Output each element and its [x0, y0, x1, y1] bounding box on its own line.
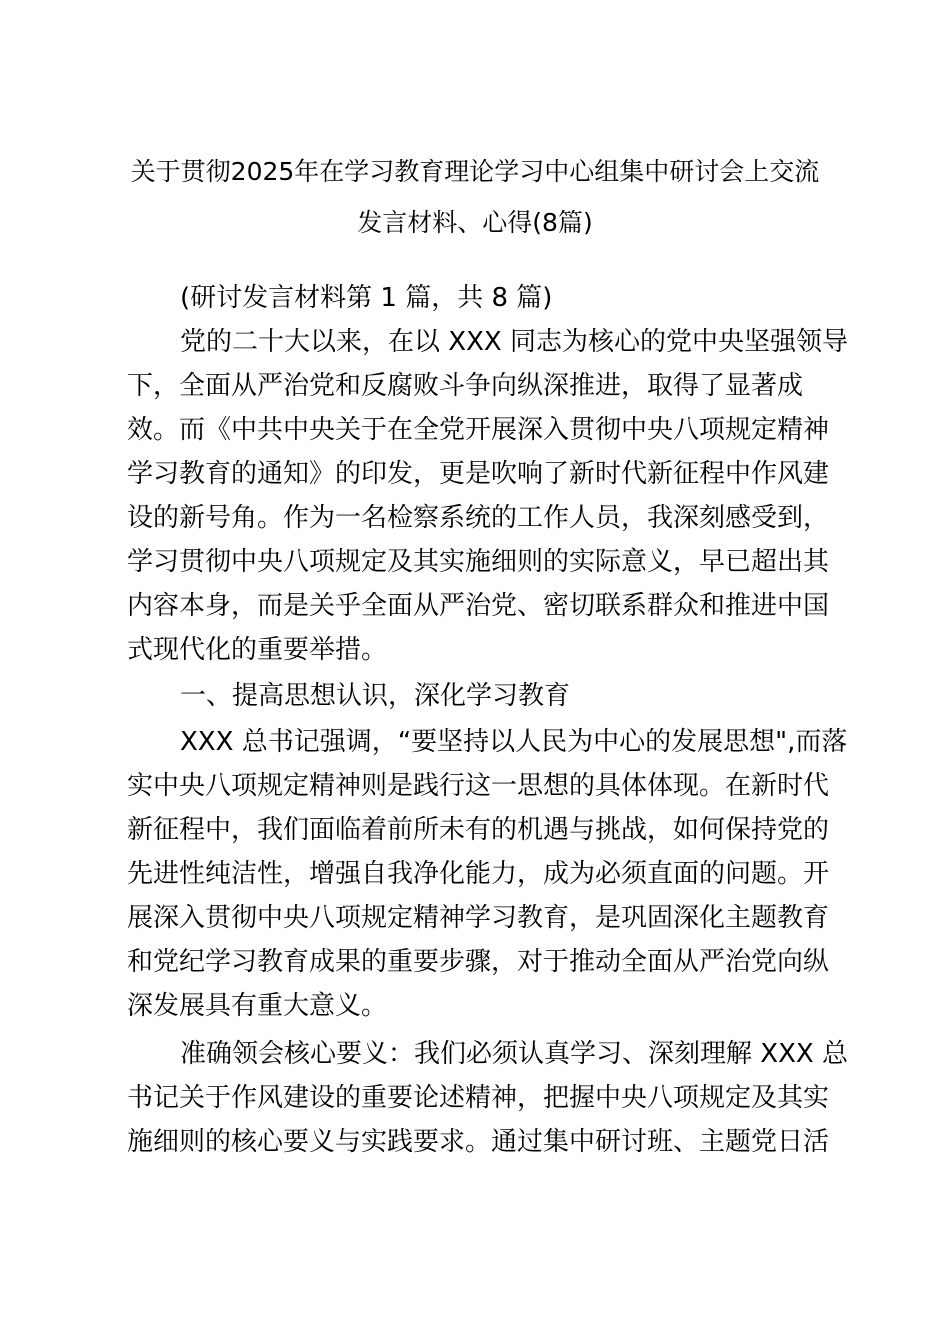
- paragraph-line: 下，全面从严治党和反腐败斗争向纵深推进，取得了显著成: [127, 371, 804, 401]
- paragraph-line: 和党纪学习教育成果的重要步骤，对于推动全面从严治党向纵: [127, 947, 830, 977]
- paragraph-line: 新征程中，我们面临着前所未有的机遇与挑战，如何保持党的: [127, 815, 830, 845]
- document-title-line-2: 发言材料、心得(8篇): [357, 208, 593, 237]
- paragraph-line: XXX 总书记强调，“要坚持以人民为中心的发展思想",而落: [180, 727, 848, 757]
- paragraph-line: 式现代化的重要举措。: [127, 635, 388, 665]
- section-heading: 一、提高思想认识，深化学习教育: [180, 681, 571, 711]
- paragraph-line: 展深入贯彻中央八项规定精神学习教育，是巩固深化主题教育: [127, 903, 830, 933]
- paragraph-line: 效。而《中共中央关于在全党开展深入贯彻中央八项规定精神: [127, 415, 830, 445]
- paragraph-line: 内容本身，而是关乎全面从严治党、密切联系群众和推进中国: [127, 591, 830, 621]
- paragraph-line: 学习教育的通知》的印发，更是吹响了新时代新征程中作风建: [127, 459, 830, 489]
- paragraph-line: 设的新号角。作为一名检察系统的工作人员，我深刻感受到，: [127, 503, 830, 533]
- paragraph-line: 施细则的核心要义与实践要求。通过集中研讨班、主题党日活: [127, 1127, 830, 1157]
- paragraph-line: (研讨发言材料第 1 篇，共 8 篇): [180, 283, 553, 313]
- paragraph-line: 准确领会核心要义：我们必须认真学习、深刻理解 XXX 总: [180, 1039, 848, 1069]
- paragraph-line: 学习贯彻中央八项规定及其实施细则的实际意义，早已超出其: [127, 547, 830, 577]
- document-title-line-1: 关于贯彻2025年在学习教育理论学习中心组集中研讨会上交流: [130, 157, 820, 186]
- paragraph-line: 书记关于作风建设的重要论述精神，把握中央八项规定及其实: [127, 1083, 830, 1113]
- paragraph-line: 实中央八项规定精神则是践行这一思想的具体体现。在新时代: [127, 771, 830, 801]
- paragraph-line: 深发展具有重大意义。: [127, 991, 388, 1021]
- paragraph-line: 先进性纯洁性，增强自我净化能力，成为必须直面的问题。开: [127, 859, 830, 889]
- paragraph-line: 党的二十大以来，在以 XXX 同志为核心的党中央坚强领导: [180, 327, 848, 357]
